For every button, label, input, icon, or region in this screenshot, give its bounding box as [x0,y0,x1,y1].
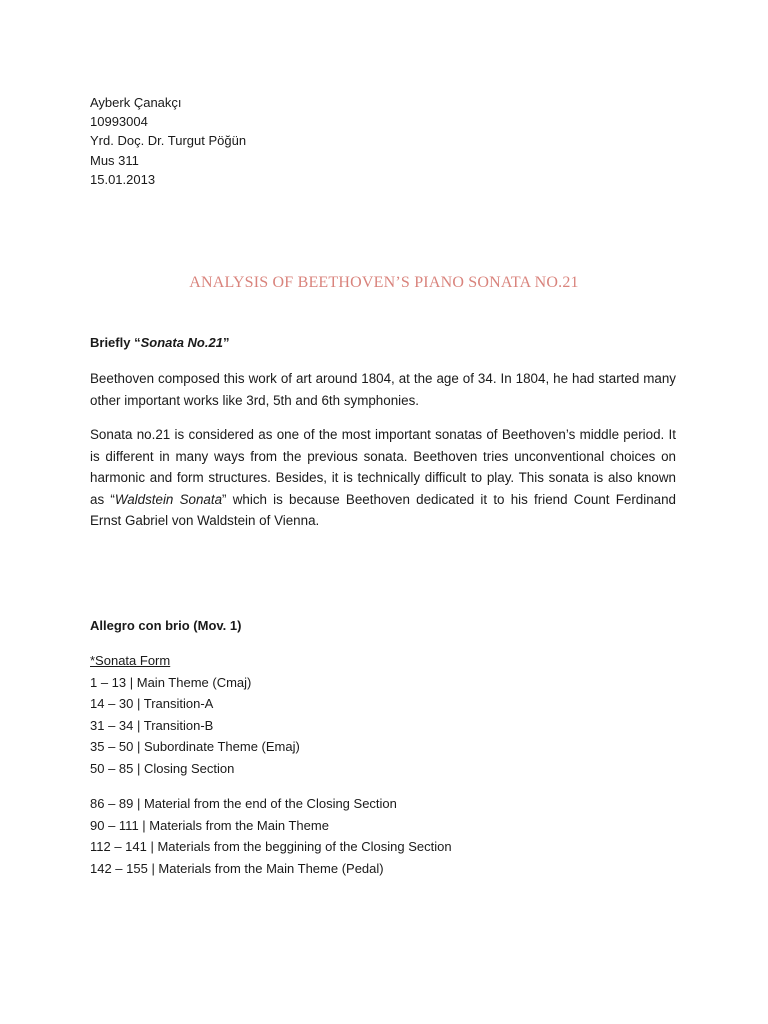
list-item: 1 – 13 | Main Theme (Cmaj) [90,674,252,690]
briefly-italic: Sonata No.21 [140,335,223,350]
briefly-suffix: ” [222,335,230,350]
list-item: 50 – 85 | Closing Section [90,760,235,776]
form-label: *Sonata Form [90,653,171,668]
briefly-prefix: Briefly “ [90,335,141,350]
author-name: Ayberk Çanakçı [90,95,182,110]
development-list [90,793,452,879]
list-item: 31 – 34 | Transition-B [90,717,214,733]
paragraph-2 [90,424,676,532]
list-item: 90 – 111 | Materials from the Main Theme [90,817,329,833]
instructor-name: Yrd. Doç. Dr. Turgut Pöğün [90,133,247,149]
course-code: Mus 311 [90,152,139,168]
document-title: ANALYSIS OF BEETHOVEN’S PIANO SONATA NO.21 [189,274,579,291]
paragraph-1: Beethoven composed this work of art around 1804, at the age of 34. In 1804, he had started many other important works like 3rd, 5th and 6th symphonies. [90,371,676,408]
list-item: 112 – 141 | Materials from the beggining of the Closing Section [90,839,452,855]
list-item: 86 – 89 | Material from the end of the Closing Section [90,796,397,811]
author-header [90,93,246,189]
exposition-list [90,650,300,780]
list-item: 142 – 155 | Materials from the Main Theme (Pedal) [90,860,384,876]
movement-heading: Allegro con brio (Mov. 1) [90,618,242,633]
briefly-heading [90,335,229,350]
student-id: 10993004 [90,114,148,130]
paragraph-2-part1: Sonata no.21 is considered as one of the most important sonatas of Beethoven’s middle period. It is different in many ways from the previous sonata. Beethoven tries unconventional choices on harmonic and form structures. Besides, it is technically difficult to play. This sonata is also known as “ [90,427,676,507]
list-item: 35 – 50 | Subordinate Theme (Emaj) [90,739,300,755]
paragraph-2-part2: ” which is because Beethoven dedicated it to his friend Count Ferdinand Ernst Gabriel von Waldstein of Vienna. [90,491,677,529]
document-date: 15.01.2013 [90,171,156,187]
paragraph-2-italic: Waldstein Sonata [114,491,223,507]
list-item: 14 – 30 | Transition-A [90,696,214,712]
